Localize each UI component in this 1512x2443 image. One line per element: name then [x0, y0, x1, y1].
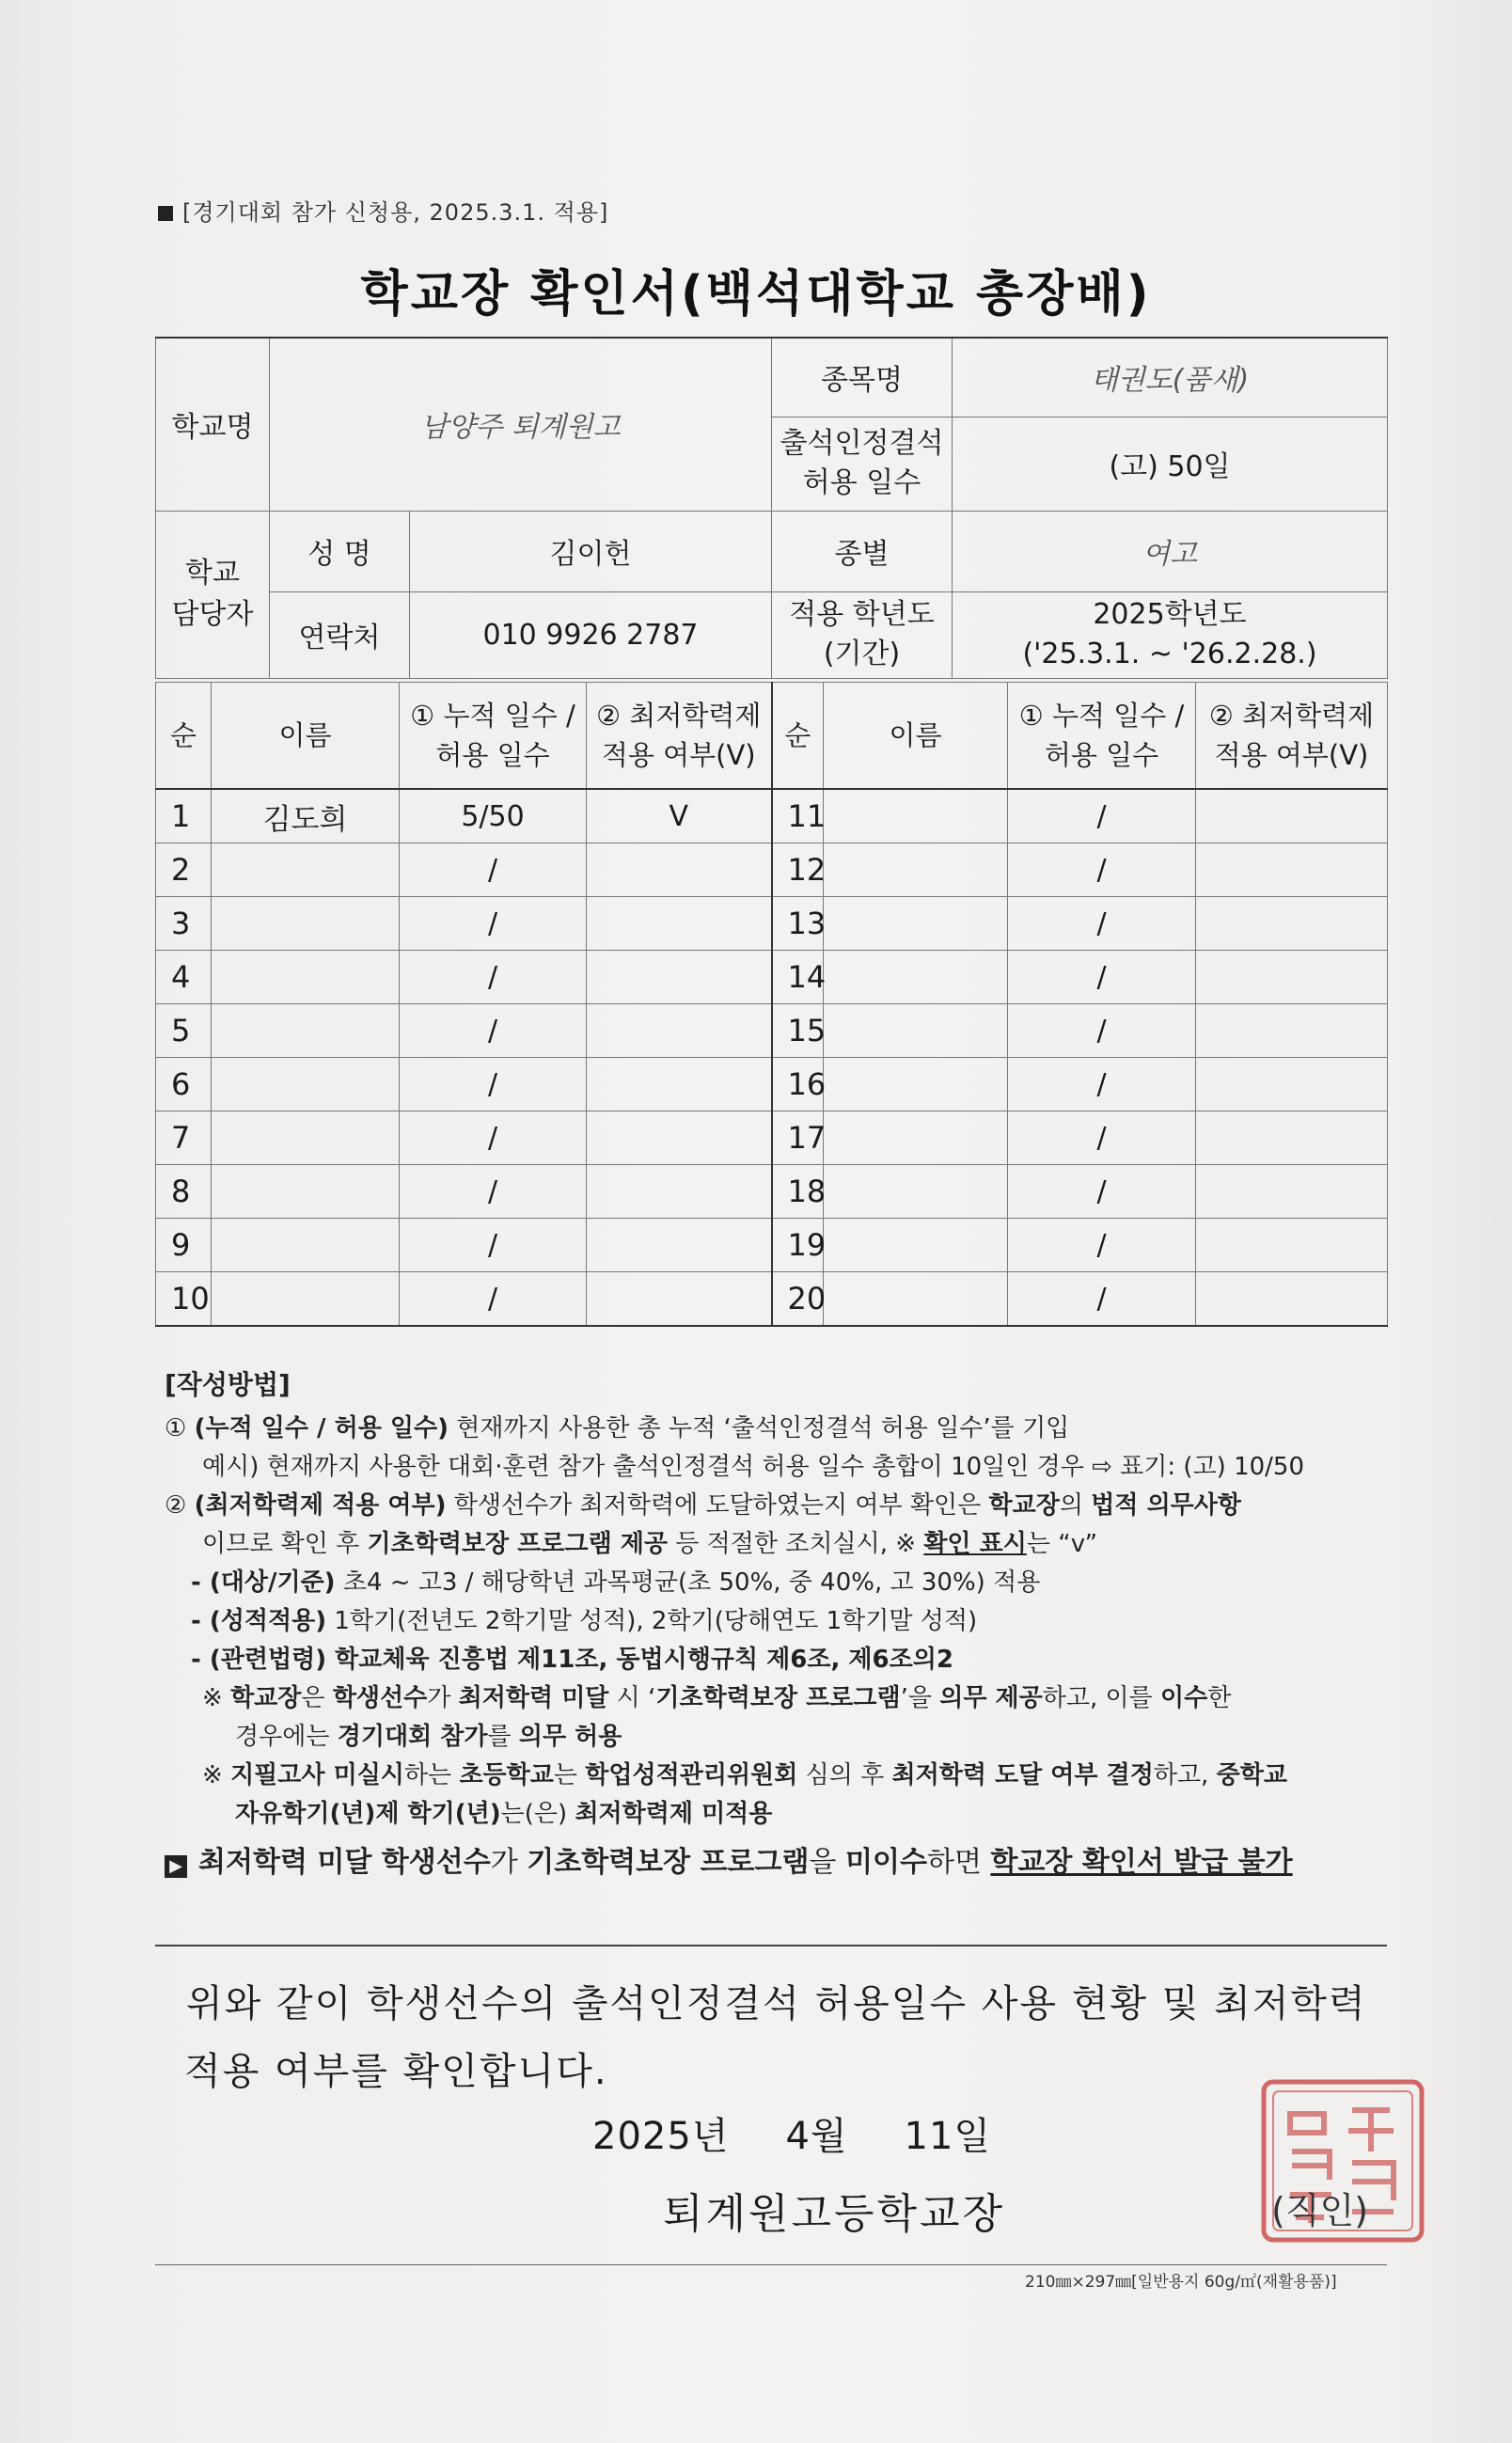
table-row	[156, 843, 1388, 897]
row-number: 8	[156, 1165, 212, 1219]
document-title: 학교장 확인서(백석대학교 총장배)	[360, 266, 1152, 323]
cumulative-days: /	[1008, 897, 1196, 951]
minimum-academic-check	[1196, 1165, 1388, 1219]
minimum-academic-check	[587, 1272, 772, 1327]
instruction-line: - (대상/기준) 초4 ~ 고3 / 해당학년 과목평균(초 50%, 중 40%, 고 30%) 적용	[191, 1568, 1041, 1597]
section-divider	[155, 1945, 1387, 1947]
instruction-line: - (관련법령) 학교체육 진흥법 제11조, 동법시행규칙 제6조, 제6조의2	[191, 1646, 953, 1674]
athlete-name	[824, 1272, 1008, 1327]
athlete-name	[212, 897, 400, 951]
instruction-line: ※ 학교장은 학생선수가 최저학력 미달 시 ‘기초학력보장 프로그램’을 의무 제공하고, 이를 이수한	[202, 1684, 1232, 1712]
minimum-academic-check	[587, 1111, 772, 1165]
category-value: 여고	[953, 511, 1388, 591]
cumulative-days: /	[1008, 1058, 1196, 1111]
athlete-name: 김도희	[212, 789, 400, 843]
row-number: 14	[772, 951, 824, 1004]
row-number: 15	[772, 1004, 824, 1058]
row-number: 3	[156, 897, 212, 951]
row-number: 17	[772, 1111, 824, 1165]
confirmation-statement: 위와 같이 학생선수의 출석인정결석 허용일수 사용 현황 및 최저학력 적용 여부를 확인합니다.	[184, 1982, 1367, 2093]
minimum-academic-check	[587, 1165, 772, 1219]
row-number: 11	[772, 789, 824, 843]
cumulative-days: /	[400, 1058, 587, 1111]
athlete-name	[212, 1004, 400, 1058]
school-name-value: 남양주 퇴계원고	[270, 338, 772, 511]
row-number: 10	[156, 1272, 212, 1327]
instruction-line: - (성적적용) 1학기(전년도 2학기말 성적), 2학기(당해연도 1학기말 성적)	[191, 1607, 978, 1635]
cumulative-days: /	[1008, 1165, 1196, 1219]
athlete-name	[824, 1219, 1008, 1272]
school-year-value: 2025학년도 ('25.3.1. ~ '26.2.28.)	[953, 591, 1388, 678]
header-days: ① 누적 일수 / 허용 일수	[1008, 683, 1196, 790]
minimum-academic-check	[587, 1219, 772, 1272]
row-number: 5	[156, 1004, 212, 1058]
cumulative-days: /	[1008, 843, 1196, 897]
minimum-academic-check	[1196, 843, 1388, 897]
instruction-line: ※ 지필고사 미실시하는 초등학교는 학업성적관리위원회 심의 후 최저학력 도달 여부 결정하고, 중학교	[202, 1761, 1287, 1789]
row-number: 4	[156, 951, 212, 1004]
athlete-name	[212, 1272, 400, 1327]
row-number: 18	[772, 1165, 824, 1219]
athlete-name	[212, 1111, 400, 1165]
contact-label: 연락처	[270, 591, 410, 678]
paper-spec: 210㎜×297㎜[일반용지 60g/㎡(재활용품)]	[1025, 2273, 1337, 2292]
instruction-line: 자유학기(년)제 학기(년)는(은) 최저학력제 미적용	[235, 1800, 773, 1828]
row-number: 6	[156, 1058, 212, 1111]
event-label: 종목명	[772, 338, 953, 417]
athlete-name	[824, 897, 1008, 951]
category-label: 종별	[772, 511, 953, 591]
row-number: 2	[156, 843, 212, 897]
form-usage-note: [경기대회 참가 신청용, 2025.3.1. 적용]	[158, 194, 608, 227]
row-number: 19	[772, 1219, 824, 1272]
minimum-academic-check	[587, 897, 772, 951]
athlete-name	[212, 951, 400, 1004]
instructions-heading: [작성방법]	[165, 1369, 291, 1400]
instruction-line: ① (누적 일수 / 허용 일수) 현재까지 사용한 총 누적 ‘출석인정결석 허용 일수’를 기입	[165, 1414, 1070, 1442]
header-name: 이름	[212, 683, 400, 790]
header-days: ① 누적 일수 / 허용 일수	[400, 683, 587, 790]
minimum-academic-check	[1196, 951, 1388, 1004]
square-bullet-icon	[158, 206, 173, 221]
minimum-academic-check	[1196, 1111, 1388, 1165]
athlete-name	[824, 1058, 1008, 1111]
instruction-line: ② (최저학력제 적용 여부) 학생선수가 최저학력에 도달하였는지 여부 확인은 학교장의 법적 의무사항	[165, 1491, 1242, 1520]
principal-title: 퇴계원고등학교장	[663, 2190, 1006, 2238]
table-row	[156, 1058, 1388, 1111]
header-no: 순	[156, 683, 212, 790]
table-row	[156, 1004, 1388, 1058]
school-year-label: 적용 학년도 (기간)	[772, 591, 953, 678]
cumulative-days: /	[1008, 1219, 1196, 1272]
athlete-table	[155, 682, 1388, 1327]
minimum-academic-check: V	[587, 789, 772, 843]
cumulative-days: /	[400, 897, 587, 951]
athlete-name	[212, 1165, 400, 1219]
cumulative-days: /	[1008, 951, 1196, 1004]
header-no: 순	[772, 683, 824, 790]
cumulative-days: /	[1008, 1111, 1196, 1165]
cumulative-days: /	[1008, 789, 1196, 843]
athlete-name	[212, 1219, 400, 1272]
table-row	[156, 789, 1388, 843]
table-header-row	[156, 683, 1388, 790]
cumulative-days: /	[1008, 1004, 1196, 1058]
arrow-box-icon: ▶	[165, 1855, 187, 1878]
athlete-name	[824, 951, 1008, 1004]
cumulative-days: /	[400, 951, 587, 1004]
instruction-line: 경우에는 경기대회 참가를 의무 허용	[235, 1723, 622, 1751]
row-number: 12	[772, 843, 824, 897]
table-row	[156, 1272, 1388, 1327]
row-number: 7	[156, 1111, 212, 1165]
seal-label: (직인)	[1271, 2190, 1369, 2231]
event-value: 태권도(품새)	[953, 338, 1388, 417]
header-academic: ② 최저학력제 적용 여부(V)	[1196, 683, 1388, 790]
minimum-academic-check	[1196, 789, 1388, 843]
minimum-academic-check	[587, 1004, 772, 1058]
row-number: 13	[772, 897, 824, 951]
athlete-name	[824, 789, 1008, 843]
cumulative-days: /	[1008, 1272, 1196, 1327]
header-academic: ② 최저학력제 적용 여부(V)	[587, 683, 772, 790]
row-number: 9	[156, 1219, 212, 1272]
manager-label: 학교 담당자	[156, 511, 270, 678]
instruction-line: 예시) 현재까지 사용한 대회·훈련 참가 출석인정결석 허용 일수 총합이 10일인 경우 ⇨ 표기: (고) 10/50	[202, 1453, 1305, 1481]
athlete-name	[212, 1058, 400, 1111]
minimum-academic-check	[587, 951, 772, 1004]
cumulative-days: /	[400, 1165, 587, 1219]
minimum-academic-check	[1196, 1058, 1388, 1111]
athlete-name	[824, 843, 1008, 897]
table-row	[156, 1165, 1388, 1219]
contact-value: 010 9926 2787	[410, 591, 772, 678]
table-row	[156, 897, 1388, 951]
athlete-name	[212, 843, 400, 897]
writing-instructions	[165, 1365, 1387, 1882]
row-number: 1	[156, 789, 212, 843]
manager-name-value: 김이헌	[410, 511, 772, 591]
table-row	[156, 1111, 1388, 1165]
cumulative-days: /	[400, 1219, 587, 1272]
instruction-line: 이므로 확인 후 기초학력보장 프로그램 제공 등 적절한 조치실시, ※ 확인 표시는 “v”	[202, 1530, 1098, 1558]
school-info-table	[155, 337, 1388, 679]
minimum-academic-check	[1196, 1004, 1388, 1058]
table-row	[156, 951, 1388, 1004]
minimum-academic-check	[587, 843, 772, 897]
minimum-academic-check	[1196, 897, 1388, 951]
footer-divider	[155, 2264, 1387, 2265]
athlete-name	[824, 1111, 1008, 1165]
cumulative-days: 5/50	[400, 789, 587, 843]
cumulative-days: /	[400, 1004, 587, 1058]
athlete-name	[824, 1004, 1008, 1058]
confirmation-date: 2025년 4월 11일	[592, 2115, 992, 2158]
cumulative-days: /	[400, 843, 587, 897]
allowed-days-value: (고) 50일	[953, 417, 1388, 511]
minimum-academic-check	[1196, 1219, 1388, 1272]
athlete-name	[824, 1165, 1008, 1219]
row-number: 20	[772, 1272, 824, 1327]
minimum-academic-check	[1196, 1272, 1388, 1327]
row-number: 16	[772, 1058, 824, 1111]
cumulative-days: /	[400, 1111, 587, 1165]
final-warning: ▶ 최저학력 미달 학생선수가 기초학력보장 프로그램을 미이수하면 학교장 확인서 발급 불가	[165, 1843, 1387, 1882]
manager-name-label: 성 명	[270, 511, 410, 591]
school-name-label: 학교명	[156, 338, 270, 511]
header-name: 이름	[824, 683, 1008, 790]
allowed-days-label: 출석인정결석 허용 일수	[772, 417, 953, 511]
minimum-academic-check	[587, 1058, 772, 1111]
table-row	[156, 1219, 1388, 1272]
cumulative-days: /	[400, 1272, 587, 1327]
